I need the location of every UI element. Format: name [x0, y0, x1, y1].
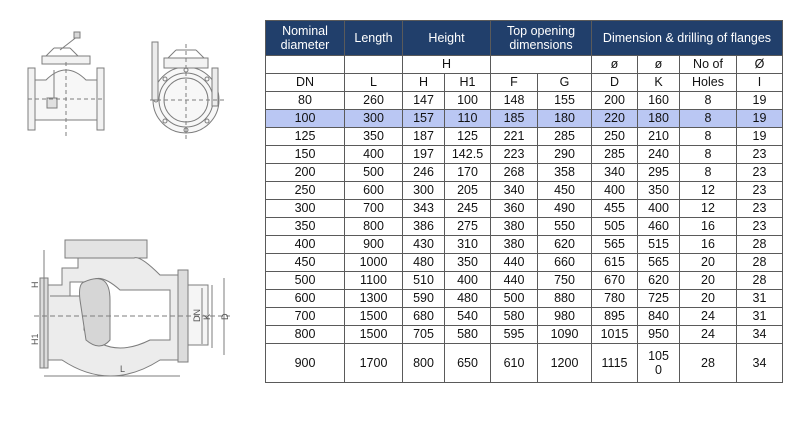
table-cell-g: 450	[538, 182, 592, 200]
table-cell-h: 510	[403, 272, 445, 290]
table-cell-h: 157	[403, 110, 445, 128]
table-cell-f: 148	[491, 92, 538, 110]
table-cell-dn: 300	[266, 200, 345, 218]
table-cell-h: 680	[403, 308, 445, 326]
table-cell-l: 900	[345, 236, 403, 254]
table-cell-g: 285	[538, 128, 592, 146]
table-cell-h1: 170	[445, 164, 491, 182]
table-cell-k: 565	[638, 254, 680, 272]
wrapped-value-line: 105	[648, 348, 669, 363]
table-cell-d: 400	[592, 182, 638, 200]
table-cell-h1: 480	[445, 290, 491, 308]
table-cell-f: 440	[491, 254, 538, 272]
table-cell-h1: 400	[445, 272, 491, 290]
table-cell-holes: 24	[680, 326, 737, 344]
table-cell-i: 23	[737, 164, 783, 182]
table-row	[266, 92, 783, 110]
table-cell-k: 160	[638, 92, 680, 110]
table-cell-d: 565	[592, 236, 638, 254]
table-cell-h: 590	[403, 290, 445, 308]
table-cell-f: 380	[491, 236, 538, 254]
table-cell-g: 180	[538, 110, 592, 128]
table-cell-g: 620	[538, 236, 592, 254]
table-cell-l: 300	[345, 110, 403, 128]
header-row	[266, 21, 783, 56]
table-cell-i: 23	[737, 182, 783, 200]
table-row	[266, 272, 783, 290]
table-cell-d: 895	[592, 308, 638, 326]
table-cell-k: 620	[638, 272, 680, 290]
table-cell-f: 340	[491, 182, 538, 200]
table-cell-l: 1000	[345, 254, 403, 272]
table-cell-k: 400	[638, 200, 680, 218]
table-cell-h1: 650	[445, 344, 491, 383]
table-cell-dn: 350	[266, 218, 345, 236]
table-cell-k: 515	[638, 236, 680, 254]
table-cell-k: 950	[638, 326, 680, 344]
table-row	[266, 128, 783, 146]
table-cell-h: 480	[403, 254, 445, 272]
header-top-opening: Top opening dimensions	[491, 21, 592, 56]
table-cell-i: 23	[737, 200, 783, 218]
table-cell-holes: 28	[680, 344, 737, 383]
table-cell-h1: 245	[445, 200, 491, 218]
column-label: D	[592, 74, 638, 92]
table-cell-f: 221	[491, 128, 538, 146]
table-cell-g: 880	[538, 290, 592, 308]
valve-section-view	[34, 240, 230, 376]
table-cell-d: 780	[592, 290, 638, 308]
table-cell-i: 34	[737, 326, 783, 344]
table-cell-i: 19	[737, 128, 783, 146]
table-cell-holes: 16	[680, 236, 737, 254]
table-cell-l: 1300	[345, 290, 403, 308]
table-row	[266, 326, 783, 344]
table-row	[266, 236, 783, 254]
table-cell-h: 430	[403, 236, 445, 254]
table-cell-k	[638, 344, 680, 383]
column-label: G	[538, 74, 592, 92]
table-cell-h1: 100	[445, 92, 491, 110]
column-label: K	[638, 74, 680, 92]
table-cell-h1: 540	[445, 308, 491, 326]
table-cell-i: 19	[737, 110, 783, 128]
table-cell-k: 210	[638, 128, 680, 146]
table-cell-dn: 800	[266, 326, 345, 344]
label-H: H	[30, 281, 40, 288]
table-cell-h: 197	[403, 146, 445, 164]
table-cell-f: 610	[491, 344, 538, 383]
table-cell-h1: 110	[445, 110, 491, 128]
table-cell-g: 750	[538, 272, 592, 290]
table-cell-k: 460	[638, 218, 680, 236]
table-cell-d: 505	[592, 218, 638, 236]
table-cell-k: 240	[638, 146, 680, 164]
label-L: L	[120, 364, 126, 374]
column-label: L	[345, 74, 403, 92]
table-cell-h1: 310	[445, 236, 491, 254]
table-cell-f: 223	[491, 146, 538, 164]
column-label-row	[266, 74, 783, 92]
table-row	[266, 218, 783, 236]
table-cell-i: 23	[737, 218, 783, 236]
table-cell-h: 300	[403, 182, 445, 200]
table-cell-l: 400	[345, 146, 403, 164]
table-cell-h: 800	[403, 344, 445, 383]
subheader-no-of: No of	[680, 56, 737, 74]
table-cell-f: 268	[491, 164, 538, 182]
table-cell-holes: 8	[680, 110, 737, 128]
table-cell-f: 380	[491, 218, 538, 236]
table-cell-f: 440	[491, 272, 538, 290]
label-DN: DN	[192, 309, 202, 322]
table-cell-g: 1200	[538, 344, 592, 383]
table-cell-dn: 700	[266, 308, 345, 326]
table-row	[266, 146, 783, 164]
table-cell-d: 615	[592, 254, 638, 272]
table-cell-f: 185	[491, 110, 538, 128]
table-cell-f: 580	[491, 308, 538, 326]
table-cell-h1: 275	[445, 218, 491, 236]
label-H1: H1	[30, 333, 40, 345]
table-cell-d: 455	[592, 200, 638, 218]
table-cell-g: 980	[538, 308, 592, 326]
table-cell-l: 1100	[345, 272, 403, 290]
table-cell-holes: 12	[680, 182, 737, 200]
table-cell-dn: 900	[266, 344, 345, 383]
table-cell-l: 350	[345, 128, 403, 146]
table-cell-d: 200	[592, 92, 638, 110]
table-cell-i: 34	[737, 344, 783, 383]
table-cell-dn: 150	[266, 146, 345, 164]
table-cell-holes: 8	[680, 92, 737, 110]
table-cell-d: 670	[592, 272, 638, 290]
table-cell-h1: 142.5	[445, 146, 491, 164]
table-cell-h1: 125	[445, 128, 491, 146]
valve-side-view	[150, 42, 224, 140]
column-label: F	[491, 74, 538, 92]
table-cell-i: 23	[737, 146, 783, 164]
subheader-phi-l: Ø	[737, 56, 783, 74]
table-cell-holes: 20	[680, 272, 737, 290]
table-row	[266, 110, 783, 128]
table-cell-i: 31	[737, 290, 783, 308]
table-cell-dn: 250	[266, 182, 345, 200]
table-cell-g: 550	[538, 218, 592, 236]
subheader-empty	[266, 56, 345, 74]
header-nominal-diameter: Nominal diameter	[266, 21, 345, 56]
subheader-empty	[491, 56, 592, 74]
table-cell-h1: 205	[445, 182, 491, 200]
valve-front-view	[28, 32, 104, 136]
table-cell-holes: 8	[680, 128, 737, 146]
table-cell-i: 28	[737, 254, 783, 272]
table-row	[266, 308, 783, 326]
table-cell-d: 1015	[592, 326, 638, 344]
table-cell-k: 840	[638, 308, 680, 326]
table-cell-d: 220	[592, 110, 638, 128]
table-cell-holes: 8	[680, 164, 737, 182]
table-cell-i: 28	[737, 272, 783, 290]
table-cell-d: 285	[592, 146, 638, 164]
table-cell-dn: 500	[266, 272, 345, 290]
table-cell-holes: 20	[680, 290, 737, 308]
table-cell-dn: 600	[266, 290, 345, 308]
table-cell-f: 500	[491, 290, 538, 308]
table-cell-l: 800	[345, 218, 403, 236]
column-label: Holes	[680, 74, 737, 92]
column-label: H	[403, 74, 445, 92]
table-row	[266, 344, 783, 383]
table-row	[266, 254, 783, 272]
table-row	[266, 182, 783, 200]
table-cell-dn: 100	[266, 110, 345, 128]
table-cell-k: 350	[638, 182, 680, 200]
table-cell-h1: 580	[445, 326, 491, 344]
table-cell-g: 155	[538, 92, 592, 110]
subheader-phi-k: ø	[638, 56, 680, 74]
table-cell-l: 500	[345, 164, 403, 182]
table-cell-dn: 200	[266, 164, 345, 182]
table-cell-d: 340	[592, 164, 638, 182]
table-cell-h: 705	[403, 326, 445, 344]
subheader-empty	[345, 56, 403, 74]
table-cell-i: 19	[737, 92, 783, 110]
table-cell-f: 360	[491, 200, 538, 218]
table-cell-l: 1500	[345, 308, 403, 326]
table-cell-k: 295	[638, 164, 680, 182]
table-cell-holes: 8	[680, 146, 737, 164]
table-cell-dn: 125	[266, 128, 345, 146]
table-cell-g: 660	[538, 254, 592, 272]
table-cell-h: 386	[403, 218, 445, 236]
table-cell-f: 595	[491, 326, 538, 344]
table-cell-i: 28	[737, 236, 783, 254]
table-cell-g: 290	[538, 146, 592, 164]
table-cell-l: 600	[345, 182, 403, 200]
table-row	[266, 164, 783, 182]
table-cell-k: 725	[638, 290, 680, 308]
table-cell-dn: 400	[266, 236, 345, 254]
table-cell-l: 1700	[345, 344, 403, 383]
table-cell-l: 260	[345, 92, 403, 110]
table-cell-dn: 80	[266, 92, 345, 110]
header-length: Length	[345, 21, 403, 56]
wrapped-value-line: 0	[655, 362, 662, 377]
table-cell-d: 1115	[592, 344, 638, 383]
valve-spec-table	[265, 20, 783, 383]
header-flanges: Dimension & drilling of flanges	[592, 21, 783, 56]
column-label: H1	[445, 74, 491, 92]
column-label: DN	[266, 74, 345, 92]
table-cell-holes: 12	[680, 200, 737, 218]
table-cell-dn: 450	[266, 254, 345, 272]
column-label: I	[737, 74, 783, 92]
table-cell-g: 490	[538, 200, 592, 218]
table-row	[266, 290, 783, 308]
table-cell-h: 246	[403, 164, 445, 182]
table-cell-k: 180	[638, 110, 680, 128]
valve-drawings	[0, 0, 262, 422]
subheader-row	[266, 56, 783, 74]
subheader-height-symbol: H	[403, 56, 491, 74]
table-cell-l: 700	[345, 200, 403, 218]
table-cell-d: 250	[592, 128, 638, 146]
subheader-phi-d: ø	[592, 56, 638, 74]
table-cell-l: 1500	[345, 326, 403, 344]
table-cell-g: 1090	[538, 326, 592, 344]
table-cell-holes: 20	[680, 254, 737, 272]
header-height: Height	[403, 21, 491, 56]
label-D: D	[220, 313, 230, 320]
label-K: K	[202, 313, 212, 320]
table-cell-holes: 24	[680, 308, 737, 326]
table-cell-h: 343	[403, 200, 445, 218]
table-cell-h1: 350	[445, 254, 491, 272]
table-cell-h: 147	[403, 92, 445, 110]
table-cell-g: 358	[538, 164, 592, 182]
table-cell-i: 31	[737, 308, 783, 326]
table-cell-holes: 16	[680, 218, 737, 236]
table-row	[266, 200, 783, 218]
table-cell-h: 187	[403, 128, 445, 146]
